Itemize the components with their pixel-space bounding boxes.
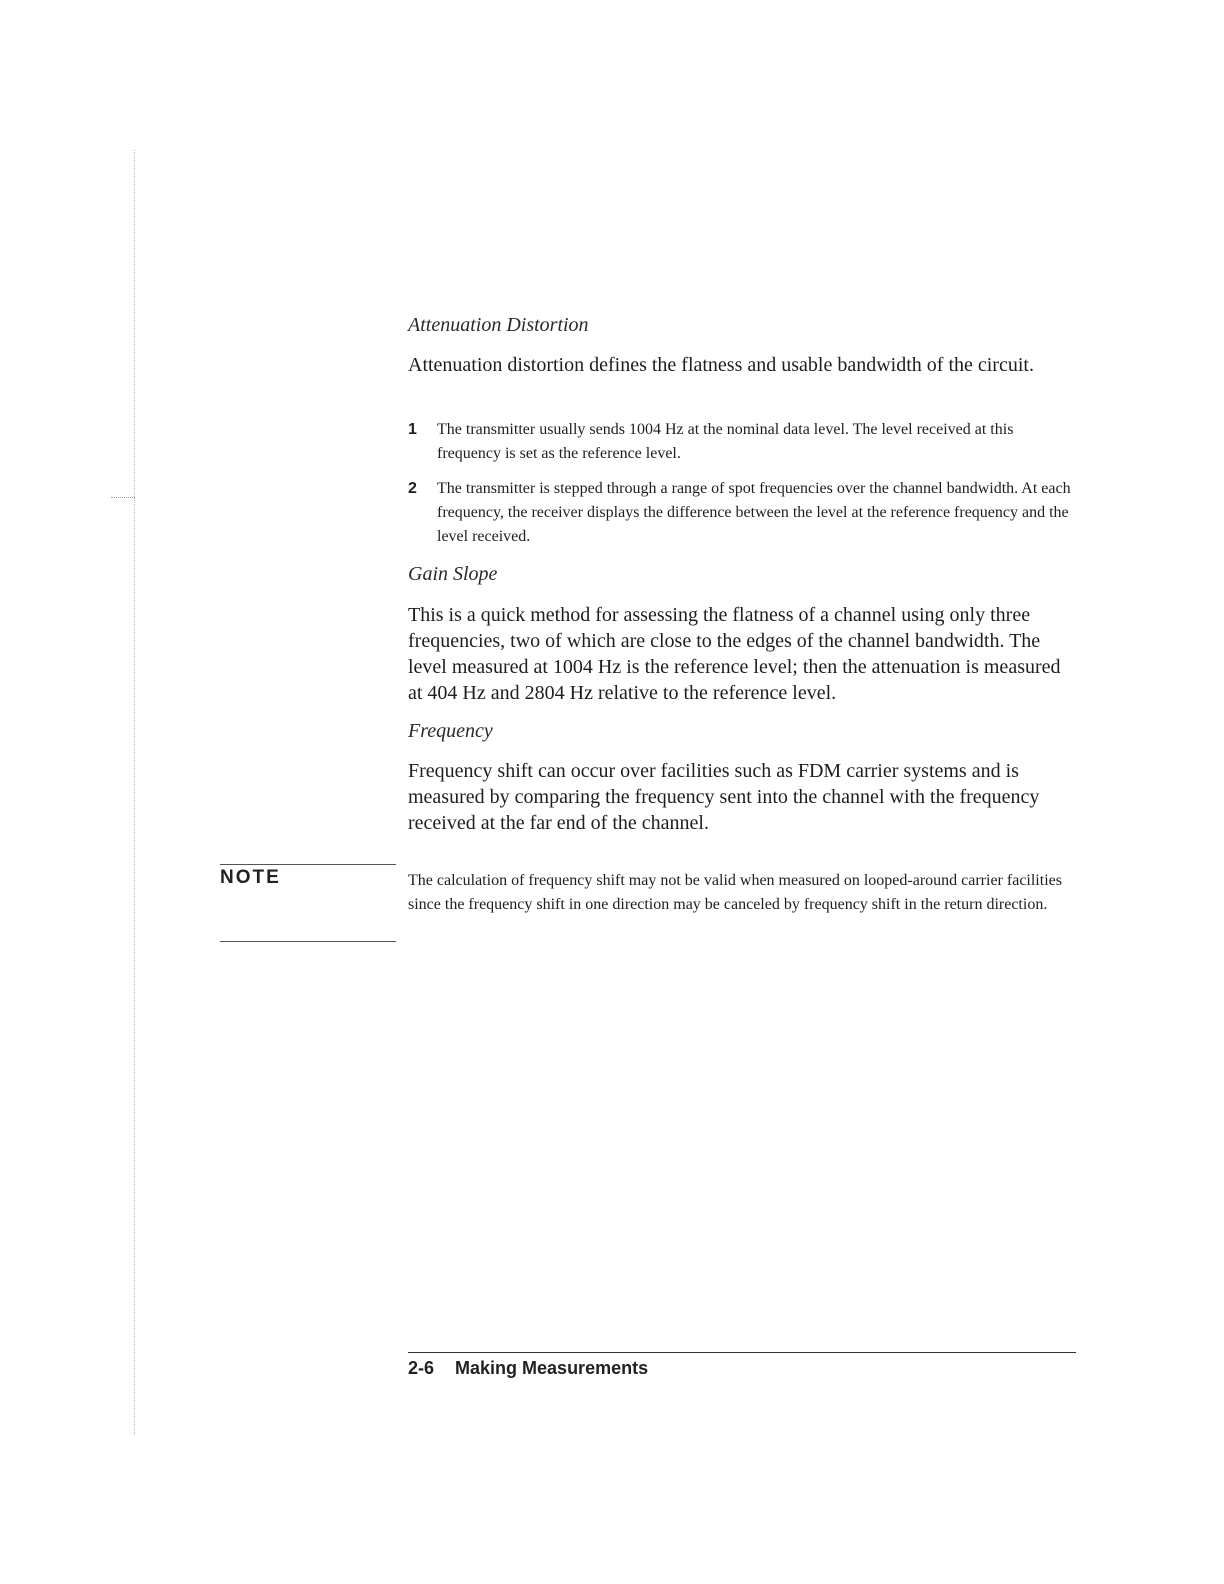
chapter-title: Making Measurements — [455, 1358, 649, 1378]
list-item — [408, 418, 1076, 466]
step-number: 2 — [408, 480, 417, 497]
list-item — [408, 477, 1076, 549]
step-text: The transmitter usually sends 1004 Hz at the nominal data level. The level received at this frequency is set as the reference level. — [437, 421, 1014, 462]
footer-rule — [408, 1352, 1076, 1353]
note-label: NOTE — [220, 867, 281, 888]
section-heading-frequency: Frequency — [408, 720, 493, 742]
section-heading-gain-slope: Gain Slope — [408, 563, 498, 585]
page-number: 2-6 — [408, 1358, 435, 1378]
step-number: 1 — [408, 421, 417, 438]
section-body-attenuation-distortion: Attenuation distortion defines the flatness and usable bandwidth of the circuit. — [408, 354, 1034, 376]
note-bottom-rule — [220, 941, 396, 942]
binding-margin-tick — [111, 497, 135, 498]
note-top-rule — [220, 864, 396, 865]
binding-margin-line — [134, 150, 135, 1435]
note-text: The calculation of frequency shift may not be valid when measured on looped-around carrier facilities since the frequency shift in one direction may be canceled by frequency shift in the return direction. — [408, 872, 1062, 913]
section-body-gain-slope: This is a quick method for assessing the flatness of a channel using only three frequencies, two of which are close to the edges of the channel bandwidth. The level measured at 1004 Hz is the reference level; then the attenuation is measured at 404 Hz and 2804 Hz relative to the reference level. — [408, 604, 1061, 704]
section-heading-attenuation-distortion: Attenuation Distortion — [408, 314, 589, 336]
step-text: The transmitter is stepped through a range of spot frequencies over the channel bandwidth. At each frequency, the receiver displays the difference between the level at the reference frequency and the level received. — [437, 480, 1071, 545]
page-footer — [408, 1358, 648, 1379]
section-body-frequency: Frequency shift can occur over facilities such as FDM carrier systems and is measured by comparing the frequency sent into the channel with the frequency received at the far end of the channel. — [408, 760, 1040, 834]
